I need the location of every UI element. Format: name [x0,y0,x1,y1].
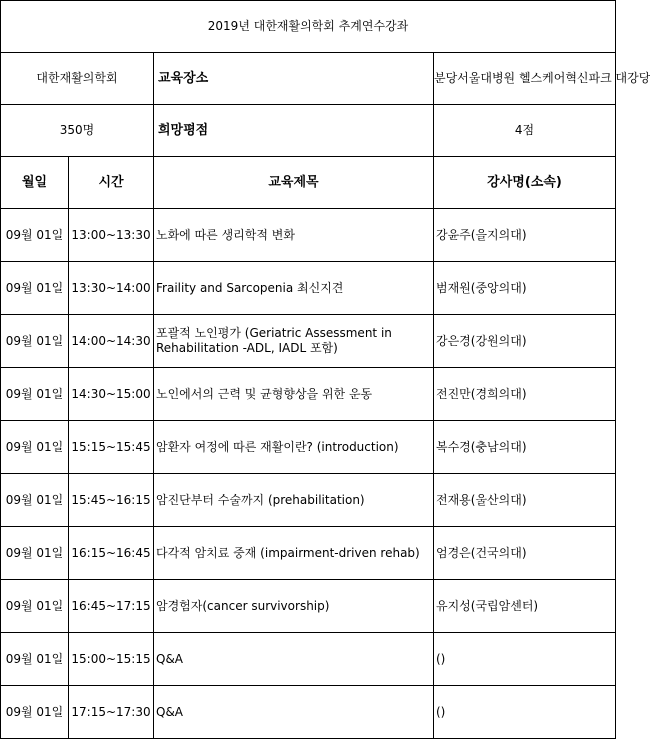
time-cell: 14:30~15:00 [69,368,154,421]
date-cell: 09월 01일 [1,527,69,580]
rating-label: 희망평점 [154,105,434,157]
subject-cell: 암진단부터 수술까지 (prehabilitation) [154,474,434,527]
header-row [1,157,616,209]
date-cell: 09월 01일 [1,209,69,262]
subject-cell: 암경험자(cancer survivorship) [154,580,434,633]
column-header-time: 시간 [69,157,154,209]
subject-cell: 노인에서의 근력 및 균형향상을 위한 운동 [154,368,434,421]
time-cell: 14:00~14:30 [69,315,154,368]
time-cell: 15:15~15:45 [69,421,154,474]
venue-label: 교육장소 [154,53,434,105]
lecturer-cell: 전재용(울산의대) [434,474,616,527]
column-header-lecturer: 강사명(소속) [434,157,616,209]
schedule-rows [1,209,616,739]
time-cell: 15:45~16:15 [69,474,154,527]
date-cell: 09월 01일 [1,262,69,315]
column-header-date: 월일 [1,157,69,209]
title-row [1,1,616,53]
lecturer-cell: 강은경(강원의대) [434,315,616,368]
lecturer-cell: 복수경(충남의대) [434,421,616,474]
lecturer-cell: () [434,686,616,739]
date-cell: 09월 01일 [1,474,69,527]
date-cell: 09월 01일 [1,580,69,633]
date-cell: 09월 01일 [1,686,69,739]
table-row [1,368,616,421]
page-title: 2019년 대한재활의학회 추계연수강좌 [1,1,616,53]
time-cell: 16:15~16:45 [69,527,154,580]
capacity-value: 350명 [1,105,154,157]
time-cell: 13:30~14:00 [69,262,154,315]
subject-cell: Q&A [154,633,434,686]
time-cell: 13:00~13:30 [69,209,154,262]
table-row [1,421,616,474]
subject-cell: 다각적 암치료 중재 (impairment-driven rehab) [154,527,434,580]
rating-value: 4점 [434,105,616,157]
subject-cell: 포괄적 노인평가 (Geriatric Assessment in Rehabilitation -ADL, IADL 포함) [154,315,434,368]
column-header-subject: 교육제목 [154,157,434,209]
table-row [1,633,616,686]
capacity-row [1,105,616,157]
lecturer-cell: 전진만(경희의대) [434,368,616,421]
lecturer-cell: 유지성(국립암센터) [434,580,616,633]
table-row [1,262,616,315]
table-row [1,474,616,527]
organizer-value: 대한재활의학회 [1,53,154,105]
subject-cell: Fraility and Sarcopenia 최신지견 [154,262,434,315]
time-cell: 15:00~15:15 [69,633,154,686]
subject-cell: Q&A [154,686,434,739]
subject-cell: 암환자 여정에 따른 재활이란? (introduction) [154,421,434,474]
date-cell: 09월 01일 [1,421,69,474]
table-row [1,315,616,368]
date-cell: 09월 01일 [1,633,69,686]
lecturer-cell: () [434,633,616,686]
table-row [1,686,616,739]
lecturer-cell: 엄경은(건국의대) [434,527,616,580]
lecturer-cell: 강윤주(을지의대) [434,209,616,262]
time-cell: 17:15~17:30 [69,686,154,739]
table-row [1,209,616,262]
subject-cell: 노화에 따른 생리학적 변화 [154,209,434,262]
lecturer-cell: 범재원(중앙의대) [434,262,616,315]
date-cell: 09월 01일 [1,368,69,421]
venue-row [1,53,616,105]
date-cell: 09월 01일 [1,315,69,368]
time-cell: 16:45~17:15 [69,580,154,633]
table-row [1,580,616,633]
table-row [1,527,616,580]
venue-value: 분당서울대병원 헬스케어혁신파크 대강당 [434,53,616,105]
